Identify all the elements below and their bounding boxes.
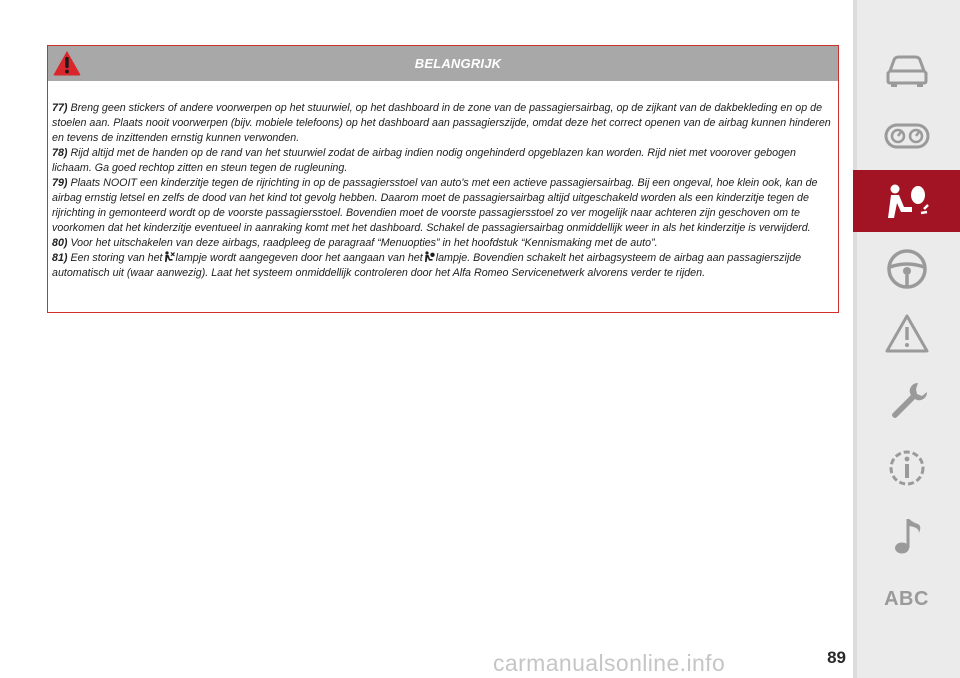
sidebar-item-technical[interactable] bbox=[853, 437, 960, 499]
sidebar-item-maintenance[interactable] bbox=[853, 370, 960, 432]
watermark: carmanualsonline.info bbox=[493, 650, 726, 676]
airbag-warning-light-icon bbox=[424, 251, 435, 263]
note-text: Rijd altijd met de handen op de rand van het stuurwiel zodat de airbag indien nodig ongehinderd opgeblazen kan worden. Rijd niet met voorover gebogen lichaam. Ga goed rechtop zitten en steun tegen de rugleuning. bbox=[52, 147, 796, 174]
page-number: 89 bbox=[827, 648, 846, 667]
warning-title: BELANGRIJK bbox=[414, 56, 502, 71]
sidebar-item-multimedia[interactable] bbox=[853, 505, 960, 567]
instrument-cluster-icon bbox=[882, 113, 932, 157]
sidebar-item-car[interactable] bbox=[853, 37, 960, 99]
note-number: 78) bbox=[52, 147, 68, 159]
airbag-icon bbox=[882, 179, 932, 223]
car-icon bbox=[882, 46, 932, 90]
gear-info-icon bbox=[882, 446, 932, 490]
note-80 bbox=[52, 236, 837, 251]
index-label: ABC bbox=[884, 587, 929, 610]
warning-box bbox=[47, 45, 839, 313]
note-text: Breng geen stickers of andere voorwerpen op het stuurwiel, op het dashboard in de zone van de passagiersairbag, op de zijkant van de dakbekleding en op de stoelen aan. Plaats nooit voorwerpen (bijv. mobiele telefoons) op het dashboard aan passagierszijde, omdat deze het correct openen van de airbag kunnen hinderen en tevens de inzittenden ernstig kunnen verwonden. bbox=[52, 102, 831, 144]
note-text: Plaats NOOIT een kinderzitje tegen de rijrichting in op de passagiersstoel van auto's met een actieve passagiersairbag. Bij een ongeval, hoe klein ook, kan de airbag ernstig letsel en zelfs de dood van het kind tot gevolg hebben. Daarom moet de passagiersairbag altijd uitgeschakeld worden als een kinderzitje tegen de rijrichting in gemonteerd wordt op de voorste passagiersstoel. Bovendien moet de voorste passagiersstoel zo ver mogelijk naar achteren zijn geschoven om te voorkomen dat het kinderzitje eventueel in aanraking komt met het dashboard. Schakel de passagiersairbag onmiddellijk weer in als het kinderzitje is verwijderd. bbox=[52, 177, 818, 234]
warning-header bbox=[48, 46, 838, 81]
chapter-sidebar bbox=[853, 0, 960, 678]
note-77 bbox=[52, 101, 837, 146]
sidebar-item-index[interactable] bbox=[853, 568, 960, 630]
note-text: lampje wordt aangegeven door het aangaan van het bbox=[175, 252, 423, 264]
wrench-icon bbox=[882, 379, 932, 423]
note-79 bbox=[52, 176, 837, 236]
note-number: 77) bbox=[52, 102, 68, 114]
note-text: lampje. Bovendien schakelt het airbagsysteem de airbag aan passagierszijde automatisch uit (waar aanwezig). Laat het systeem onmiddellijk controleren door het Alfa Romeo Servicenetwerk alvorens verder te rijden. bbox=[52, 252, 802, 279]
note-text: Voor het uitschakelen van deze airbags, raadpleeg de paragraaf “Menuopties” in het hoofdstuk “Kennismaking met de auto”. bbox=[70, 237, 658, 249]
steering-wheel-icon bbox=[882, 247, 932, 291]
music-note-icon bbox=[882, 514, 932, 558]
airbag-fault-icon bbox=[164, 251, 175, 263]
note-81 bbox=[52, 251, 837, 281]
warning-body bbox=[52, 101, 837, 281]
note-text: Een storing van het bbox=[70, 252, 163, 264]
note-78 bbox=[52, 146, 837, 176]
note-number: 79) bbox=[52, 177, 68, 189]
note-number: 80) bbox=[52, 237, 68, 249]
sidebar-item-driving[interactable] bbox=[853, 238, 960, 300]
sidebar-item-dashboard[interactable] bbox=[853, 104, 960, 166]
sidebar-item-emergency[interactable] bbox=[853, 303, 960, 365]
note-number: 81) bbox=[52, 252, 68, 264]
sidebar-item-safety[interactable] bbox=[853, 170, 960, 232]
warning-triangle-outline-icon bbox=[882, 312, 932, 356]
